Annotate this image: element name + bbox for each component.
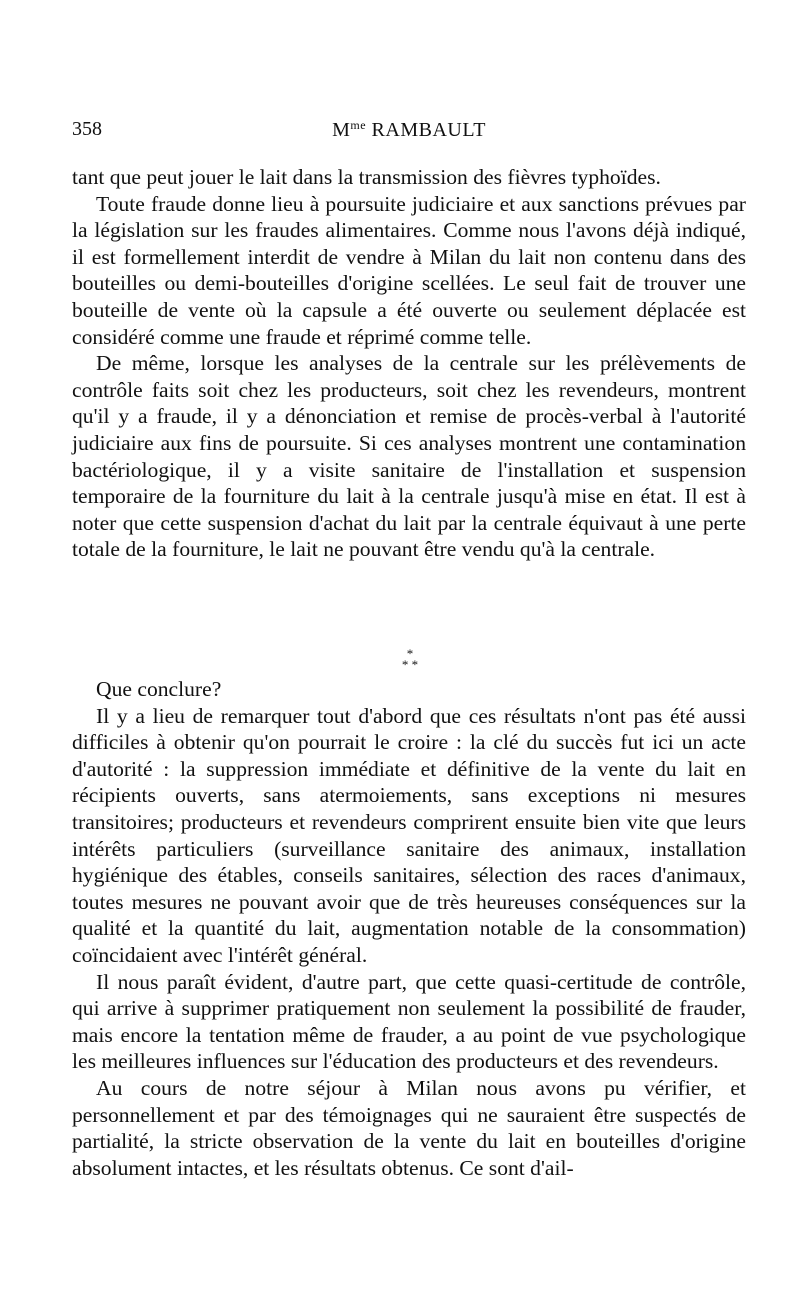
author-prefix: M (332, 119, 351, 141)
asterism-bottom: * * (401, 657, 419, 672)
paragraph-milan-stay: Au cours de notre séjour à Milan nous avons pu vérifier, et personnellement et par des témoignages qui ne sauraient être suspectés de partialité, la stricte observation de la vente du lait en bouteilles d'origine absolument intactes, et les résultats obtenus. Ce sont d'ail- (72, 1075, 746, 1180)
paragraph-fraud-sanctions: Toute fraude donne lieu à poursuite judiciaire et aux sanctions prévues par la législation sur les fraudes alimentaires. Comme nous l'avons déjà indiqué, il est formellement interdit de vendre à Milan du lait non contenu dans des bouteilles ou demi-bouteilles d'origine scellées. Le seul fait de trouver une bouteille de vente où la capsule a été ouverte ou seulement déplacée est considéré comme une fraude et réprimé comme telle. (72, 191, 746, 349)
text-block-before-break (72, 164, 746, 563)
paragraph-control-analyses: De même, lorsque les analyses de la centrale sur les prélèvements de contrôle faits soit chez les producteurs, soit chez les revendeurs, montrent qu'il y a fraude, il y a dénonciation et remise de procès-verbal à l'autorité judiciaire aux fins de poursuite. Si ces analyses montrent une contamination bactériologique, il y a visite sanitaire de l'installation et suspension temporaire de la fourniture du lait à la centrale jusqu'à mise en état. Il est à noter que cette suspension d'achat du lait par la centrale équivaut à une perte totale de la fourniture, le lait ne pouvant être vendu qu'à la centrale. (72, 351, 746, 562)
author-name (72, 118, 746, 142)
paragraph-results: Il y a lieu de remarquer tout d'abord que ces résultats n'ont pas été aussi difficiles à obtenir qu'on pourrait le croire : la clé du succès fut ici un acte d'autorité : la suppression immédiate et définitive de la vente du lait en récipients ouverts, sans atermoiements, sans exceptions ni mesures transitoires; producteurs et revendeurs comprirent ensuite bien vite que leurs intérêts particuliers (surveillance sanitaire des animaux, installation hygiénique des étables, conseils sanitaires, sélection des races d'animaux, toutes mesures ne pouvant avoir que de très heureuses conséquences sur la qualité et la quantité du lait, augmentation notable de la consommation) coïncidaient avec l'intérêt général. (72, 703, 746, 967)
asterism-top: * (406, 646, 414, 661)
author-superscript: me (350, 118, 367, 132)
page-number: 358 (72, 118, 102, 140)
text-block-after-break (72, 676, 746, 1181)
paragraph-continued: tant que peut jouer le lait dans la transmission des fièvres typhoïdes. (72, 165, 661, 189)
paragraph-psychology: Il nous paraît évident, d'autre part, que cette quasi-certitude de contrôle, qui arrive à supprimer pratiquement non seulement la possibilité de frauder, mais encore la tentation même de frauder, a au point de vue psychologique les meilleures influences sur l'éducation des producteurs et des revendeurs. (72, 969, 746, 1074)
author-surname: RAMBAULT (366, 119, 486, 141)
section-break-asterism (380, 648, 440, 670)
running-head (72, 118, 746, 146)
paragraph-conclusion-question: Que conclure? (96, 677, 222, 701)
